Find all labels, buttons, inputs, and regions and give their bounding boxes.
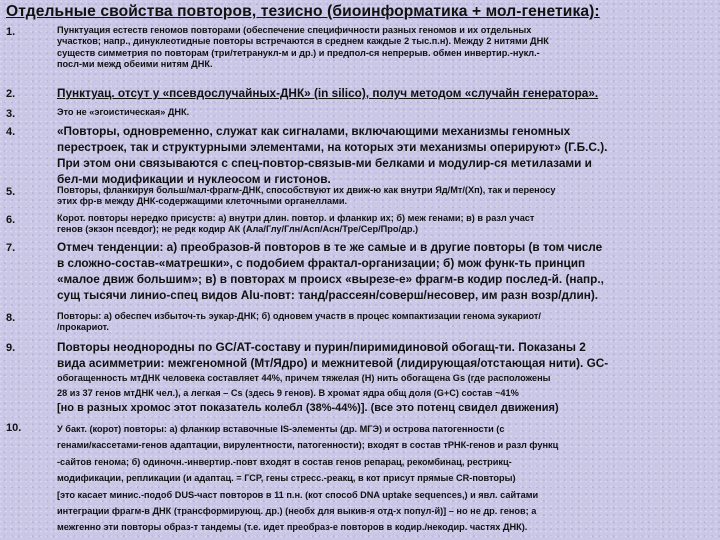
item-text [57, 213, 713, 236]
text-line: [это касает минис.-подоб DUS-част повторов в 11 п.н. (кот способ DNA uptake sequences,) и явл. сайтами [57, 489, 539, 500]
item-number: 4. [6, 126, 16, 138]
item-text [57, 185, 713, 208]
text-line: интеграции фрагм-в ДНК (трансформирующ. др.) (необх для выкив-я отд-х попул-й)] – но не др. генов; а [57, 506, 537, 517]
item-text [57, 311, 713, 334]
item-number: 5. [6, 186, 16, 198]
text-line: У бакт. (корот) повторы: а) фланкир вставочные IS-элементы (др. МГЭ) и острова патогенности (с [57, 424, 505, 434]
item-text [57, 239, 713, 303]
text-line: [но в разных хромос этот показатель колебл (38%-44%)]. (все это потенц свидел движения) [57, 402, 559, 414]
item-number: 10. [6, 422, 22, 434]
item-number: 1. [6, 26, 16, 38]
item-number: 3. [6, 108, 16, 120]
text-line: генами/кассетами-генов адаптации, вирулентности, патогенности); входят в состав тРНК-генов и разл функц [57, 440, 559, 451]
text-line: Отмеч тенденции: а) преобразов-й повторов в те же самые и в другие повторы (в том числе [57, 240, 603, 254]
text-line: Пунктуац. отсут у «псевдослучайных-ДНК» (in silico), получ методом «случайн генератора». [57, 86, 599, 100]
text-line: Повторы, фланкируя больш/мал-фрагм-ДНК, способствуют их движ-ю как внутри Яд/Мт/(Хп), так и переносу [57, 185, 556, 195]
item-number: 6. [6, 214, 16, 226]
item-text [57, 85, 713, 101]
text-line: Это не «эгоистическая» ДНК. [57, 107, 190, 117]
text-line: посл-ми межд обеими нитям ДНК. [57, 59, 213, 70]
text-line: Повторы неоднородны по GC/AT-составу и пурин/пиримидиновой обогащ-ти. Показаны 2 [57, 340, 586, 354]
text-line: Пунктуация естеств геномов повторами (обеспечение специфичности разных геномов и их отдельных [57, 25, 532, 35]
text-line: участков; напр., динуклеотидные повторы встречаются в среднем каждые 2 тыс.п.н). Между 2 нитями ДНК [57, 36, 549, 47]
item-number: 2. [6, 88, 16, 100]
text-line: этих фр-в между ДНК-содержащими клеточными органеллами. [57, 196, 348, 207]
item-number: 7. [6, 242, 16, 254]
text-line: бел-ми модификации и нуклеосом и гистонов. [57, 172, 331, 186]
item-text [57, 107, 713, 118]
page-title: Отдельные свойства повторов, тезисно (биоинформатика + мол-генетика): [6, 3, 600, 20]
text-line: Повторы: а) обеспеч избыточ-ть эукар-ДНК; б) одновем участв в процес компактизации генома эукариот/ [57, 311, 541, 321]
item-text [57, 421, 713, 536]
item-number: 8. [6, 312, 16, 324]
item-text [57, 339, 713, 416]
item-number: 9. [6, 342, 16, 354]
text-line: модификации, репликации (и адаптац. = ГСР, гены стресс.-реакц, в кот присут прямые CR-повторы) [57, 473, 516, 484]
item-text [57, 123, 713, 187]
text-line: При этом они связываются с спец-повтор-связыв-ми белками и модулир-ся метилазами и [57, 156, 592, 170]
item-text [57, 25, 713, 71]
text-line: существ симметрия по повторам (три/тетранукл-м и др.) и предпол-ся непрерыв. обмен инвертир.-нукл.- [57, 47, 540, 58]
text-line: обогащенность мтДНК человека составляет 44%, причем тяжелая (H) нить обогащена Gs (где расположены [57, 373, 551, 383]
text-line: в сложно-состав-«матрешки», с подобием фрактал-организации; б) мож функ-ть принцип [57, 256, 586, 270]
text-line: Корот. повторы нередко присуств: а) внутри длин. повтор. и фланкир их; б) меж генами; в) в разл участ [57, 213, 535, 223]
text-line: генов (экзон псевдог); не редк кодир АК (Ала/Глу/Глн/Асп/Асн/Тре/Сер/Про/др.) [57, 224, 419, 235]
text-line: «малое движ большим»; в) в повторах м происх «вырезе-е» фрагм-в кодир послед-й. (напр., [57, 272, 604, 286]
text-line: 28 из 37 генов мтДНК чел.), а легкая – Cs (здесь 9 генов). В хромат ядра общ доля (G+C) состав ~41% [57, 388, 519, 398]
text-line: /прокариот. [57, 322, 109, 333]
text-line: межгенно эти повторы образ-т тандемы (т.е. идет преобраз-е повторов в кодир./некодир. частях ДНК). [57, 522, 528, 533]
text-line: «Повторы, одновременно, служат как сигналами, включающими механизмы геномных [57, 124, 571, 138]
text-line: перестроек, так и структурными элементами, на которых эти механизмы оперируют» (Г.Б.С.). [57, 140, 608, 154]
text-line: -сайтов генома; б) одиночн.-инвертир.-повт входят в состав генов репарац, рекомбинац, рестрикц- [57, 456, 512, 467]
text-line: вида асимметрии: межгеномной (Мт/Ядро) и межнитевой (лидирующая/отстающая нити). GC- [57, 356, 609, 370]
text-line: сущ тысячи линио-спец видов Alu-повт: танд/рассеян/соверш/несовер, им разн возр/длин). [57, 288, 599, 302]
